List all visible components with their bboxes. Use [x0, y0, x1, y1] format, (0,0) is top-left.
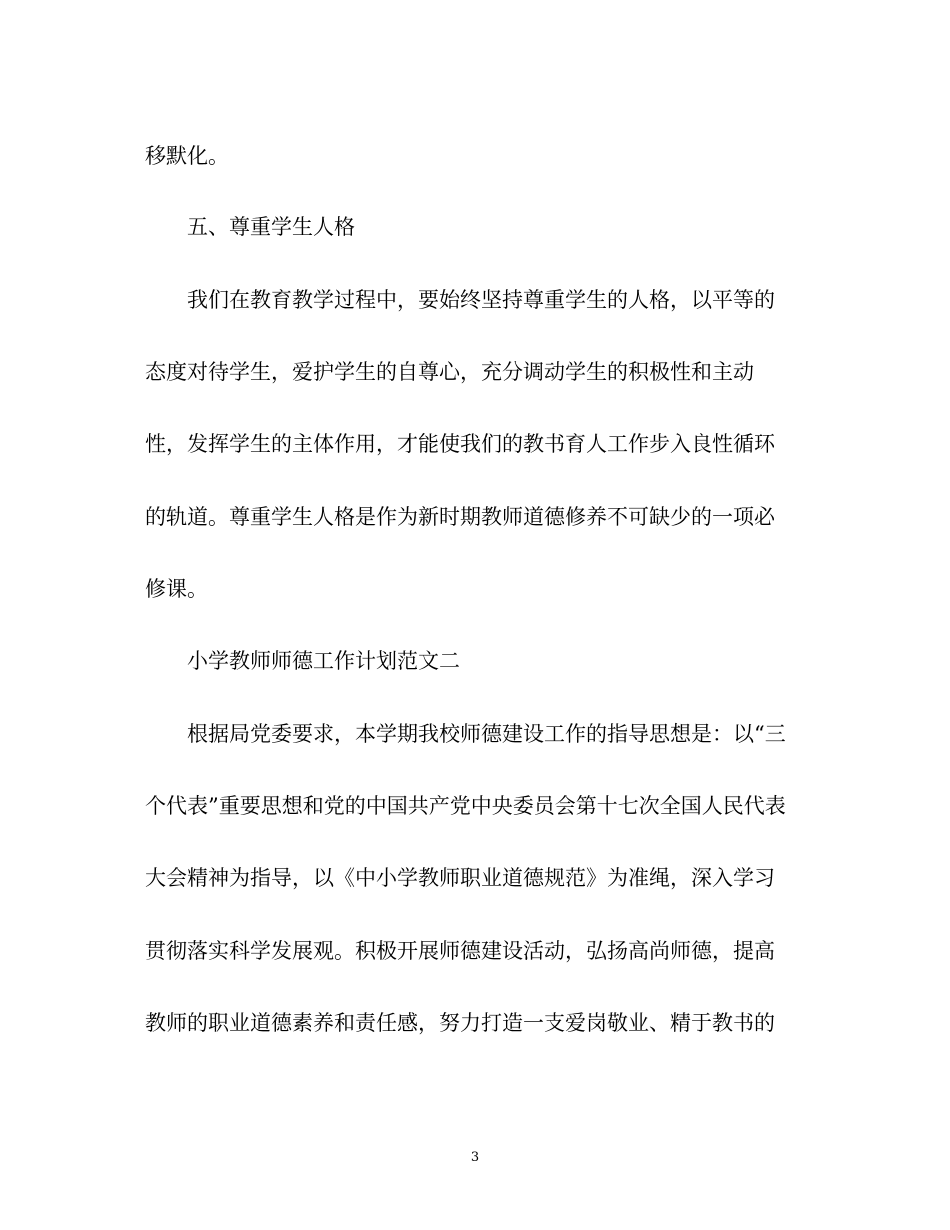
text-line: 性，发挥学生的主体作用，才能使我们的教书育人工作步入良性循环 — [145, 432, 775, 456]
page-number: 3 — [470, 1150, 480, 1165]
text-line: 我们在教育教学过程中，要始终坚持尊重学生的人格，以平等的 — [187, 288, 775, 312]
text-line: 修课。 — [145, 577, 208, 601]
text-line: 移默化。 — [145, 144, 229, 168]
text-line: 态度对待学生，爱护学生的自尊心，充分调动学生的积极性和主动 — [145, 360, 754, 384]
section-heading: 五、尊重学生人格 — [187, 215, 355, 239]
text-line: 个代表”重要思想和党的中国共产党中央委员会第十七次全国人民代表 — [145, 794, 786, 818]
text-line: 教师的职业道德素养和责任感，努力打造一支爱岗敬业、精于教书的 — [145, 1011, 775, 1035]
text-line: 大会精神为指导，以《中小学教师职业道德规范》为准绳，深入学习 — [145, 866, 775, 890]
text-line: 根据局党委要求，本学期我校师德建设工作的指导思想是：以“三 — [187, 722, 786, 746]
text-line: 的轨道。尊重学生人格是作为新时期教师道德修养不可缺少的一项必 — [145, 505, 775, 529]
section-heading: 小学教师师德工作计划范文二 — [187, 649, 460, 673]
text-line: 贯彻落实科学发展观。积极开展师德建设活动，弘扬高尚师德，提高 — [145, 939, 775, 963]
